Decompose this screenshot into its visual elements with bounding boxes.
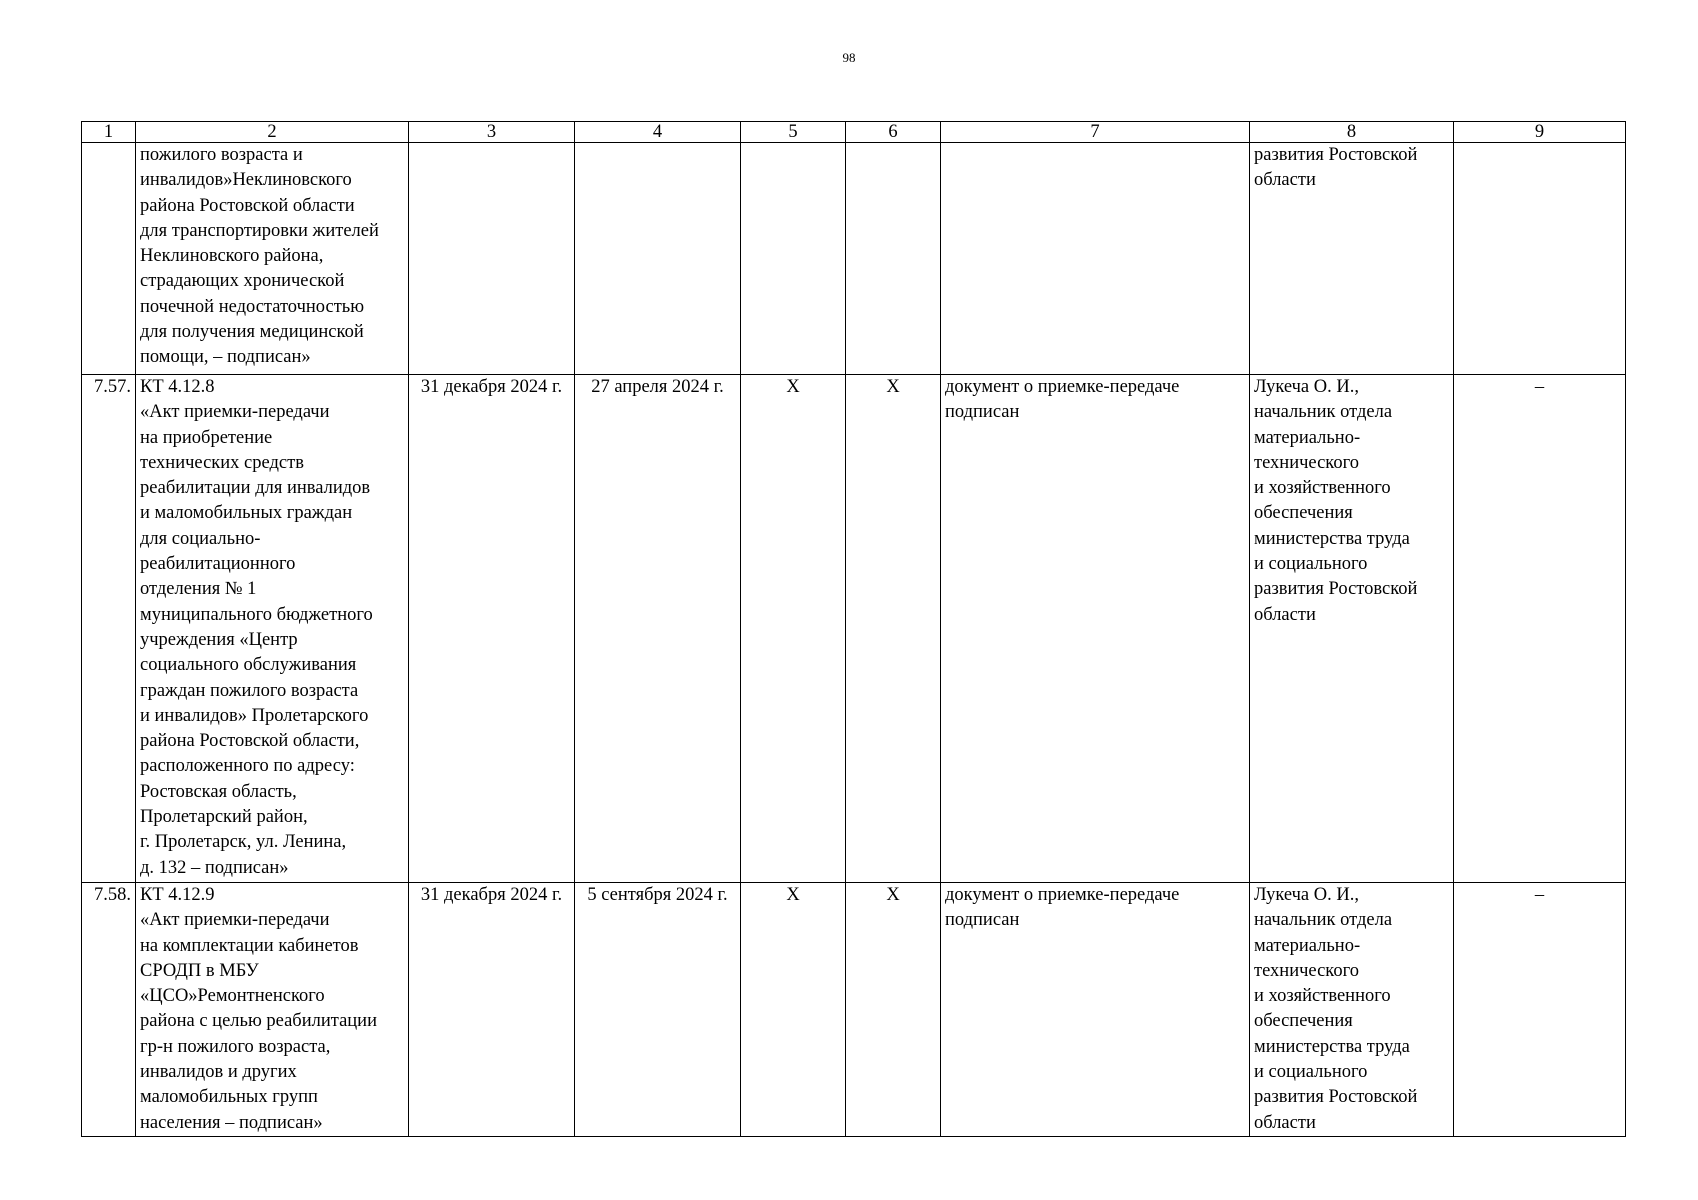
cell-text-line: маломобильных групп xyxy=(140,1087,318,1108)
table-row xyxy=(82,143,1626,375)
row-number-cell: 7.57. xyxy=(82,375,136,883)
date-fact-cell xyxy=(575,143,741,375)
cell-text-line: расположенного по адресу: xyxy=(140,756,355,777)
col6-cell xyxy=(846,143,941,375)
date-fact-cell: 27 апреля 2024 г. xyxy=(575,375,741,883)
cell-text-line: и инвалидов» Пролетарского xyxy=(140,705,369,726)
cell-text-line: «Акт приемки-передачи xyxy=(140,402,330,423)
table-row xyxy=(82,375,1626,883)
cell-text-line: реабилитации для инвалидов xyxy=(140,478,371,499)
description-cell xyxy=(136,883,409,1137)
cell-text-line: Лукеча О. И., xyxy=(1254,885,1359,905)
cell-text-line: и маломобильных граждан xyxy=(140,503,353,524)
cell-text-line: страдающих хронической xyxy=(140,271,345,292)
column-header: 8 xyxy=(1250,122,1454,143)
column-header: 2 xyxy=(136,122,409,143)
cell-text-line: обеспечения xyxy=(1254,1011,1353,1032)
description-cell xyxy=(136,143,409,375)
responsible-cell xyxy=(1250,375,1454,883)
cell-text-line: технического xyxy=(1254,960,1359,981)
col9-cell: – xyxy=(1454,375,1626,883)
date-plan-cell: 31 декабря 2024 г. xyxy=(409,883,575,1137)
row-number-cell: 7.58. xyxy=(82,883,136,1137)
cell-text-line: Пролетарский район, xyxy=(140,807,308,828)
cell-text-line: д. 132 – подписан» xyxy=(140,857,289,878)
responsible-cell xyxy=(1250,143,1454,375)
column-header: 7 xyxy=(941,122,1250,143)
header-row xyxy=(82,122,1626,143)
col6-cell: Х xyxy=(846,375,941,883)
description-cell xyxy=(136,375,409,883)
page-number: 98 xyxy=(842,50,856,65)
result-cell xyxy=(941,375,1250,883)
cell-text-line: Ростовская область, xyxy=(140,781,297,802)
col5-cell: Х xyxy=(741,375,846,883)
cell-text-line: и социального xyxy=(1254,554,1368,575)
cell-text-line: инвалидов»Неклиновского xyxy=(140,170,352,191)
cell-text-line: учреждения «Центр xyxy=(140,629,298,650)
result-cell xyxy=(941,883,1250,1137)
cell-text-line: реабилитационного xyxy=(140,554,296,575)
column-header: 4 xyxy=(575,122,741,143)
cell-text-line: области xyxy=(1254,604,1316,625)
cell-text-line: для социально- xyxy=(140,528,261,549)
cell-text-line: материально- xyxy=(1254,427,1361,448)
responsible-cell xyxy=(1250,883,1454,1137)
cell-text-line: населения – подписан» xyxy=(140,1112,323,1133)
cell-text-line: подписан xyxy=(945,910,1020,931)
col9-cell xyxy=(1454,143,1626,375)
date-fact-cell: 5 сентября 2024 г. xyxy=(575,883,741,1137)
date-plan-cell: 31 декабря 2024 г. xyxy=(409,375,575,883)
cell-text-line: Лукеча О. И., xyxy=(1254,377,1359,397)
cell-text-line: для транспортировки жителей xyxy=(140,220,379,241)
cell-text-line: района с целью реабилитации xyxy=(140,1011,377,1032)
column-header: 9 xyxy=(1454,122,1626,143)
cell-text-line: области xyxy=(1254,170,1316,191)
cell-text-line: почечной недостаточностью xyxy=(140,296,365,317)
cell-text-line: обеспечения xyxy=(1254,503,1353,524)
cell-text-line: граждан пожилого возраста xyxy=(140,680,359,701)
cell-text-line: министерства труда xyxy=(1254,1036,1410,1057)
row-number-cell xyxy=(82,143,136,375)
cell-text-line: развития Ростовской xyxy=(1254,1087,1418,1108)
result-cell xyxy=(941,143,1250,375)
cell-text-line: и хозяйственного xyxy=(1254,478,1391,499)
cell-text-line: документ о приемке-передаче xyxy=(945,377,1180,397)
column-header: 5 xyxy=(741,122,846,143)
cell-text-line: министерства труда xyxy=(1254,528,1410,549)
plan-table xyxy=(81,121,1626,1137)
cell-text-line: муниципального бюджетного xyxy=(140,604,373,625)
cell-text-line: начальник отдела xyxy=(1254,402,1393,423)
cell-text-line: КТ 4.12.9 xyxy=(140,885,215,905)
cell-text-line: отделения № 1 xyxy=(140,579,257,600)
cell-text-line: инвалидов и других xyxy=(140,1062,297,1083)
cell-text-line: «Акт приемки-передачи xyxy=(140,910,330,931)
cell-text-line: СРОДП в МБУ xyxy=(140,960,259,981)
cell-text-line: документ о приемке-передаче xyxy=(945,885,1180,905)
cell-text-line: на приобретение xyxy=(140,427,273,448)
cell-text-line: начальник отдела xyxy=(1254,910,1393,931)
date-plan-cell xyxy=(409,143,575,375)
col6-cell: Х xyxy=(846,883,941,1137)
cell-text-line: технических средств xyxy=(140,452,304,473)
cell-text-line: КТ 4.12.8 xyxy=(140,377,215,397)
cell-text-line: развития Ростовской xyxy=(1254,145,1418,165)
col5-cell: Х xyxy=(741,883,846,1137)
cell-text-line: материально- xyxy=(1254,935,1361,956)
cell-text-line: «ЦСО»Ремонтненского xyxy=(140,986,325,1007)
cell-text-line: для получения медицинской xyxy=(140,322,364,343)
cell-text-line: области xyxy=(1254,1112,1316,1133)
cell-text-line: пожилого возраста и xyxy=(140,145,303,165)
cell-text-line: подписан xyxy=(945,402,1020,423)
cell-text-line: помощи, – подписан» xyxy=(140,347,311,368)
cell-text-line: развития Ростовской xyxy=(1254,579,1418,600)
cell-text-line: и социального xyxy=(1254,1062,1368,1083)
cell-text-line: технического xyxy=(1254,452,1359,473)
col5-cell xyxy=(741,143,846,375)
column-header: 6 xyxy=(846,122,941,143)
cell-text-line: Неклиновского района, xyxy=(140,246,324,267)
cell-text-line: района Ростовской области xyxy=(140,195,355,216)
column-header: 3 xyxy=(409,122,575,143)
column-header: 1 xyxy=(82,122,136,143)
col9-cell: – xyxy=(1454,883,1626,1137)
cell-text-line: социального обслуживания xyxy=(140,655,357,676)
cell-text-line: на комплектации кабинетов xyxy=(140,935,359,956)
cell-text-line: и хозяйственного xyxy=(1254,986,1391,1007)
cell-text-line: г. Пролетарск, ул. Ленина, xyxy=(140,832,347,853)
cell-text-line: гр-н пожилого возраста, xyxy=(140,1036,331,1057)
table-row xyxy=(82,883,1626,1137)
cell-text-line: района Ростовской области, xyxy=(140,731,360,752)
